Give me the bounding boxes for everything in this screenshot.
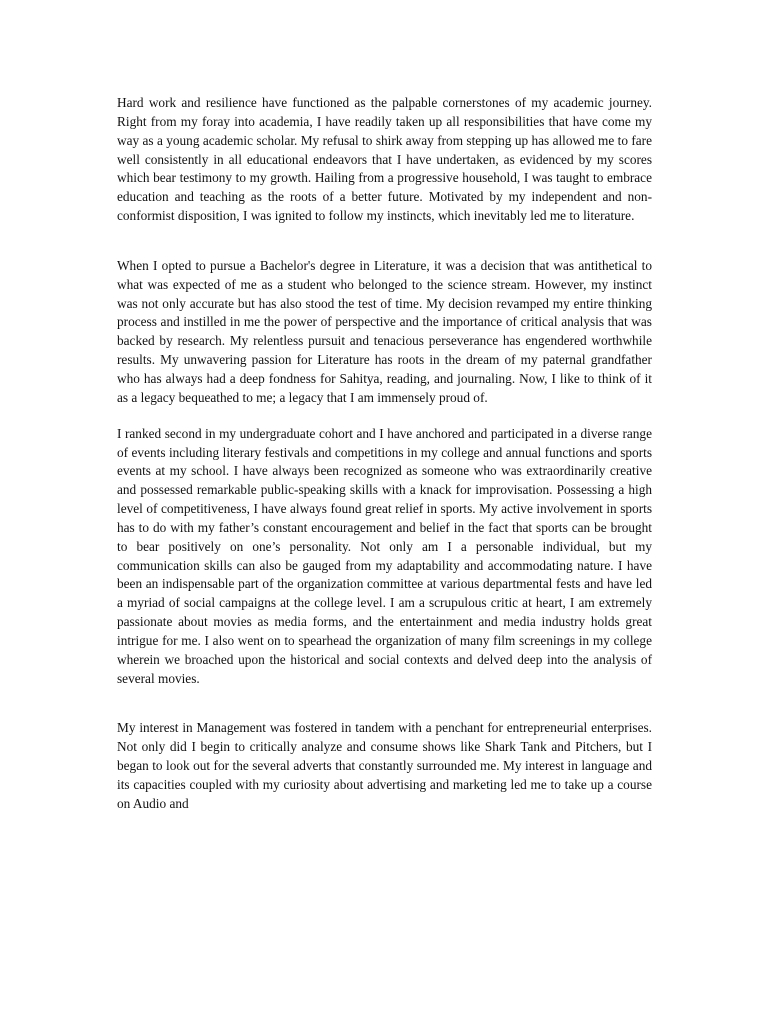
paragraph-academic-journey: Hard work and resilience have functioned as the palpable cornerstones of my academic journey. Right from my foray into academia, I have readily taken up all responsibilities that have come my way as a young academic scholar. My refusal to shirk away from stepping up has allowed me to fare well consistently in all educational endeavors that I have undertaken, as evidenced by my scores which bear testimony to my growth. Hailing from a progressive household, I was taught to embrace education and teaching as the roots of a better future. Motivated by my independent and non-conformist disposition, I was ignited to follow my instincts, which inevitably led me to literature. — [117, 95, 652, 224]
paragraph-achievements: I ranked second in my undergraduate cohort and I have anchored and participated in a diverse range of events including literary festivals and competitions in my college and annual functions and sports events at my school. I have always been recognized as someone who was extraordinarily creative and possessed remarkable public-speaking skills with a knack for improvisation. Possessing a high level of competitiveness, I have always found great relief in sports. My active involvement in sports has to do with my father’s constant encouragement and belief in the fact that sports can be brought to bear positively on one’s personality. Not only am I a personable individual, but my communication skills can also be gauged from my adaptability and accommodating nature. I have been an indispensable part of the organization committee at various departmental fests and have led a myriad of social campaigns at the college level. I am a scrupulous critic at heart, I am extremely passionate about movies as media forms, and the entertainment and media industry holds great intrigue for me. I also went on to spearhead the organization of many film screenings in my college wherein we broached upon the historical and social contexts and delved deep into the analysis of several movies. — [117, 425, 652, 686]
paragraph-literature-degree: When I opted to pursue a Bachelor's degree in Literature, it was a decision that was antithetical to what was expected of me as a student who belonged to the science stream. However, my instinct was not only accurate but has also stood the test of time. My decision revamped my entire thinking process and instilled in me the power of perspective and the importance of critical analysis that was backed by research. My relentless pursuit and tenacious perseverance has engendered worthwhile results. My unwavering passion for Literature has roots in the dream of my paternal grandfather who has always had a deep fondness for Sahitya, reading, and journaling. Now, I like to think of it as a legacy bequeathed to me; a legacy that I am immensely proud of. — [117, 257, 652, 405]
paragraph-management-interest: My interest in Management was fostered in tandem with a penchant for entrepreneurial enterprises. Not only did I begin to critically analyze and consume shows like Shark Tank and Pitchers, but I began to look out for the several adverts that constantly surrounded me. My interest in language and its capacities coupled with my curiosity about advertising and marketing led me to take up a course on Audio and — [117, 720, 652, 811]
body-text — [117, 94, 652, 814]
